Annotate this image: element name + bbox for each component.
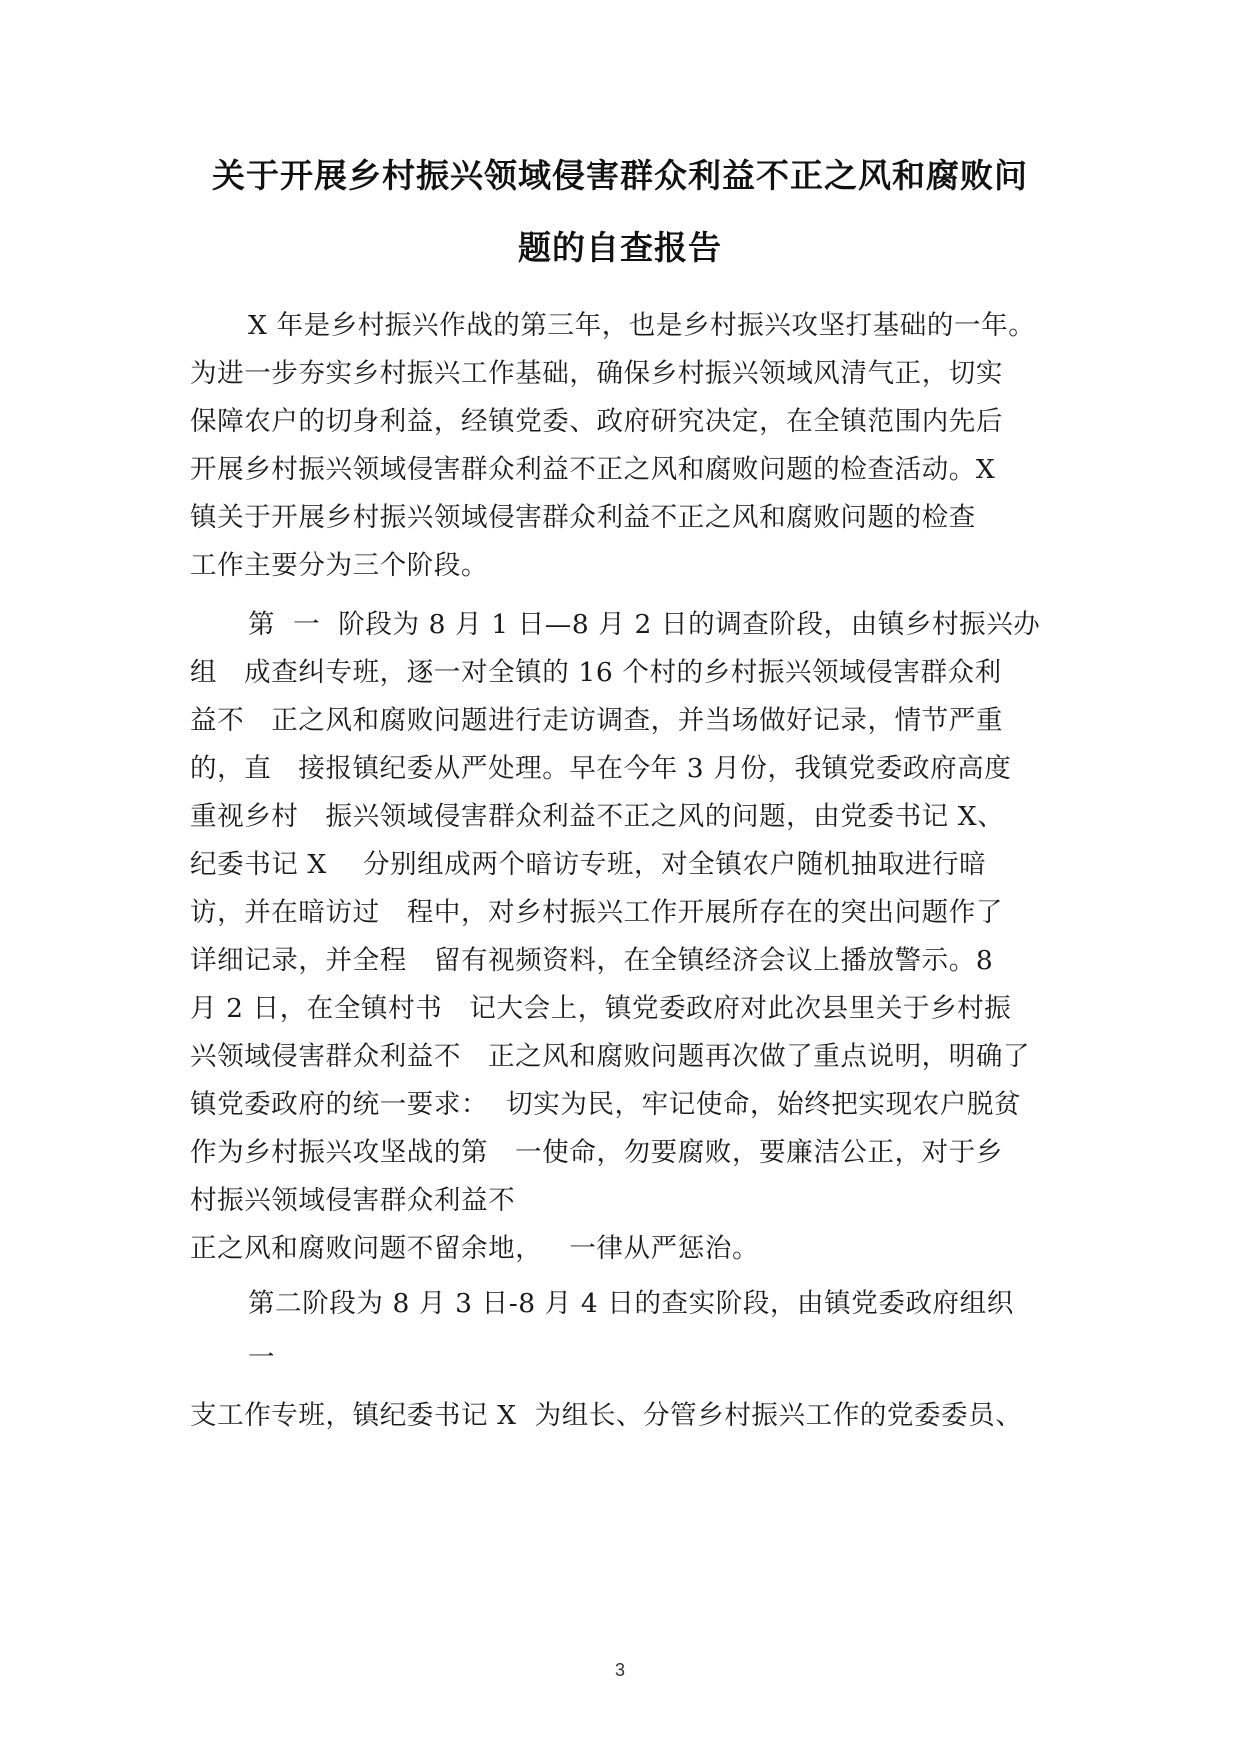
body-line: 正之风和腐败问题不留余地， 一律从严惩治。 [190,1233,760,1264]
body-line: 详细记录，并全程 留有视频资料，在全镇经济会议上播放警示。8 [190,945,994,976]
body-line: 月 2 日，在全镇村书 记大会上，镇党委政府对此次县里关于乡村振 [190,993,1012,1024]
body-line: 开展乡村振兴领域侵害群众利益不正之风和腐败问题的检查活动。X [190,454,996,485]
body-line: X 年是乡村振兴作战的第三年，也是乡村振兴攻坚打基础的一年。 [248,310,1036,341]
body-line: 访，并在暗访过 程中，对乡村振兴工作开展所存在的突出问题作了 [190,897,1003,928]
body-line: 第 一 阶段为 8 月 1 日—8 月 2 日的调查阶段，由镇乡村振兴办 [248,609,1041,640]
body-line: 保障农户的切身利益，经镇党委、政府研究决定，在全镇范围内先后 [190,406,1003,437]
document-title-line-1: 关于开展乡村振兴领域侵害群众利益不正之风和腐败问 [212,156,1028,195]
body-line: 第二阶段为 8 月 3 日-8 月 4 日的查实阶段，由镇党委政府组织 [248,1288,1014,1319]
body-line: 为进一步夯实乡村振兴工作基础，确保乡村振兴领域风清气正，切实 [190,358,1003,389]
document-title-line-2: 题的自查报告 [518,228,722,267]
body-line: 益不 正之风和腐败问题进行走访调查，并当场做好记录，情节严重 [190,705,1003,736]
body-line: 一 [248,1342,276,1373]
body-line: 纪委书记 X 分别组成两个暗访专班，对全镇农户随机抽取进行暗 [190,849,987,880]
body-line: 镇关于开展乡村振兴领域侵害群众利益不正之风和腐败问题的检查 [190,502,976,533]
body-line: 重视乡村 振兴领域侵害群众利益不正之风的问题，由党委书记 X、 [190,801,1005,832]
body-line: 兴领域侵害群众利益不 正之风和腐败问题再次做了重点说明，明确了 [190,1041,1031,1072]
body-line: 镇党委政府的统一要求： 切实为民，牢记使命，始终把实现农户脱贫 [190,1089,1022,1120]
body-line: 工作主要分为三个阶段。 [190,550,489,581]
body-line: 组 成查纠专班，逐一对全镇的 16 个村的乡村振兴领域侵害群众利 [190,657,1002,688]
page-number: 3 [614,1660,625,1680]
body-line: 支工作专班，镇纪委书记 X 为组长、分管乡村振兴工作的党委委员、 [190,1400,1023,1431]
body-line: 村振兴领域侵害群众利益不 [190,1185,516,1216]
body-line: 作为乡村振兴攻坚战的第 一使命，勿要腐败，要廉洁公正，对于乡 [190,1137,1003,1168]
body-line: 的，直 接报镇纪委从严处理。早在今年 3 月份，我镇党委政府高度 [190,753,1012,784]
